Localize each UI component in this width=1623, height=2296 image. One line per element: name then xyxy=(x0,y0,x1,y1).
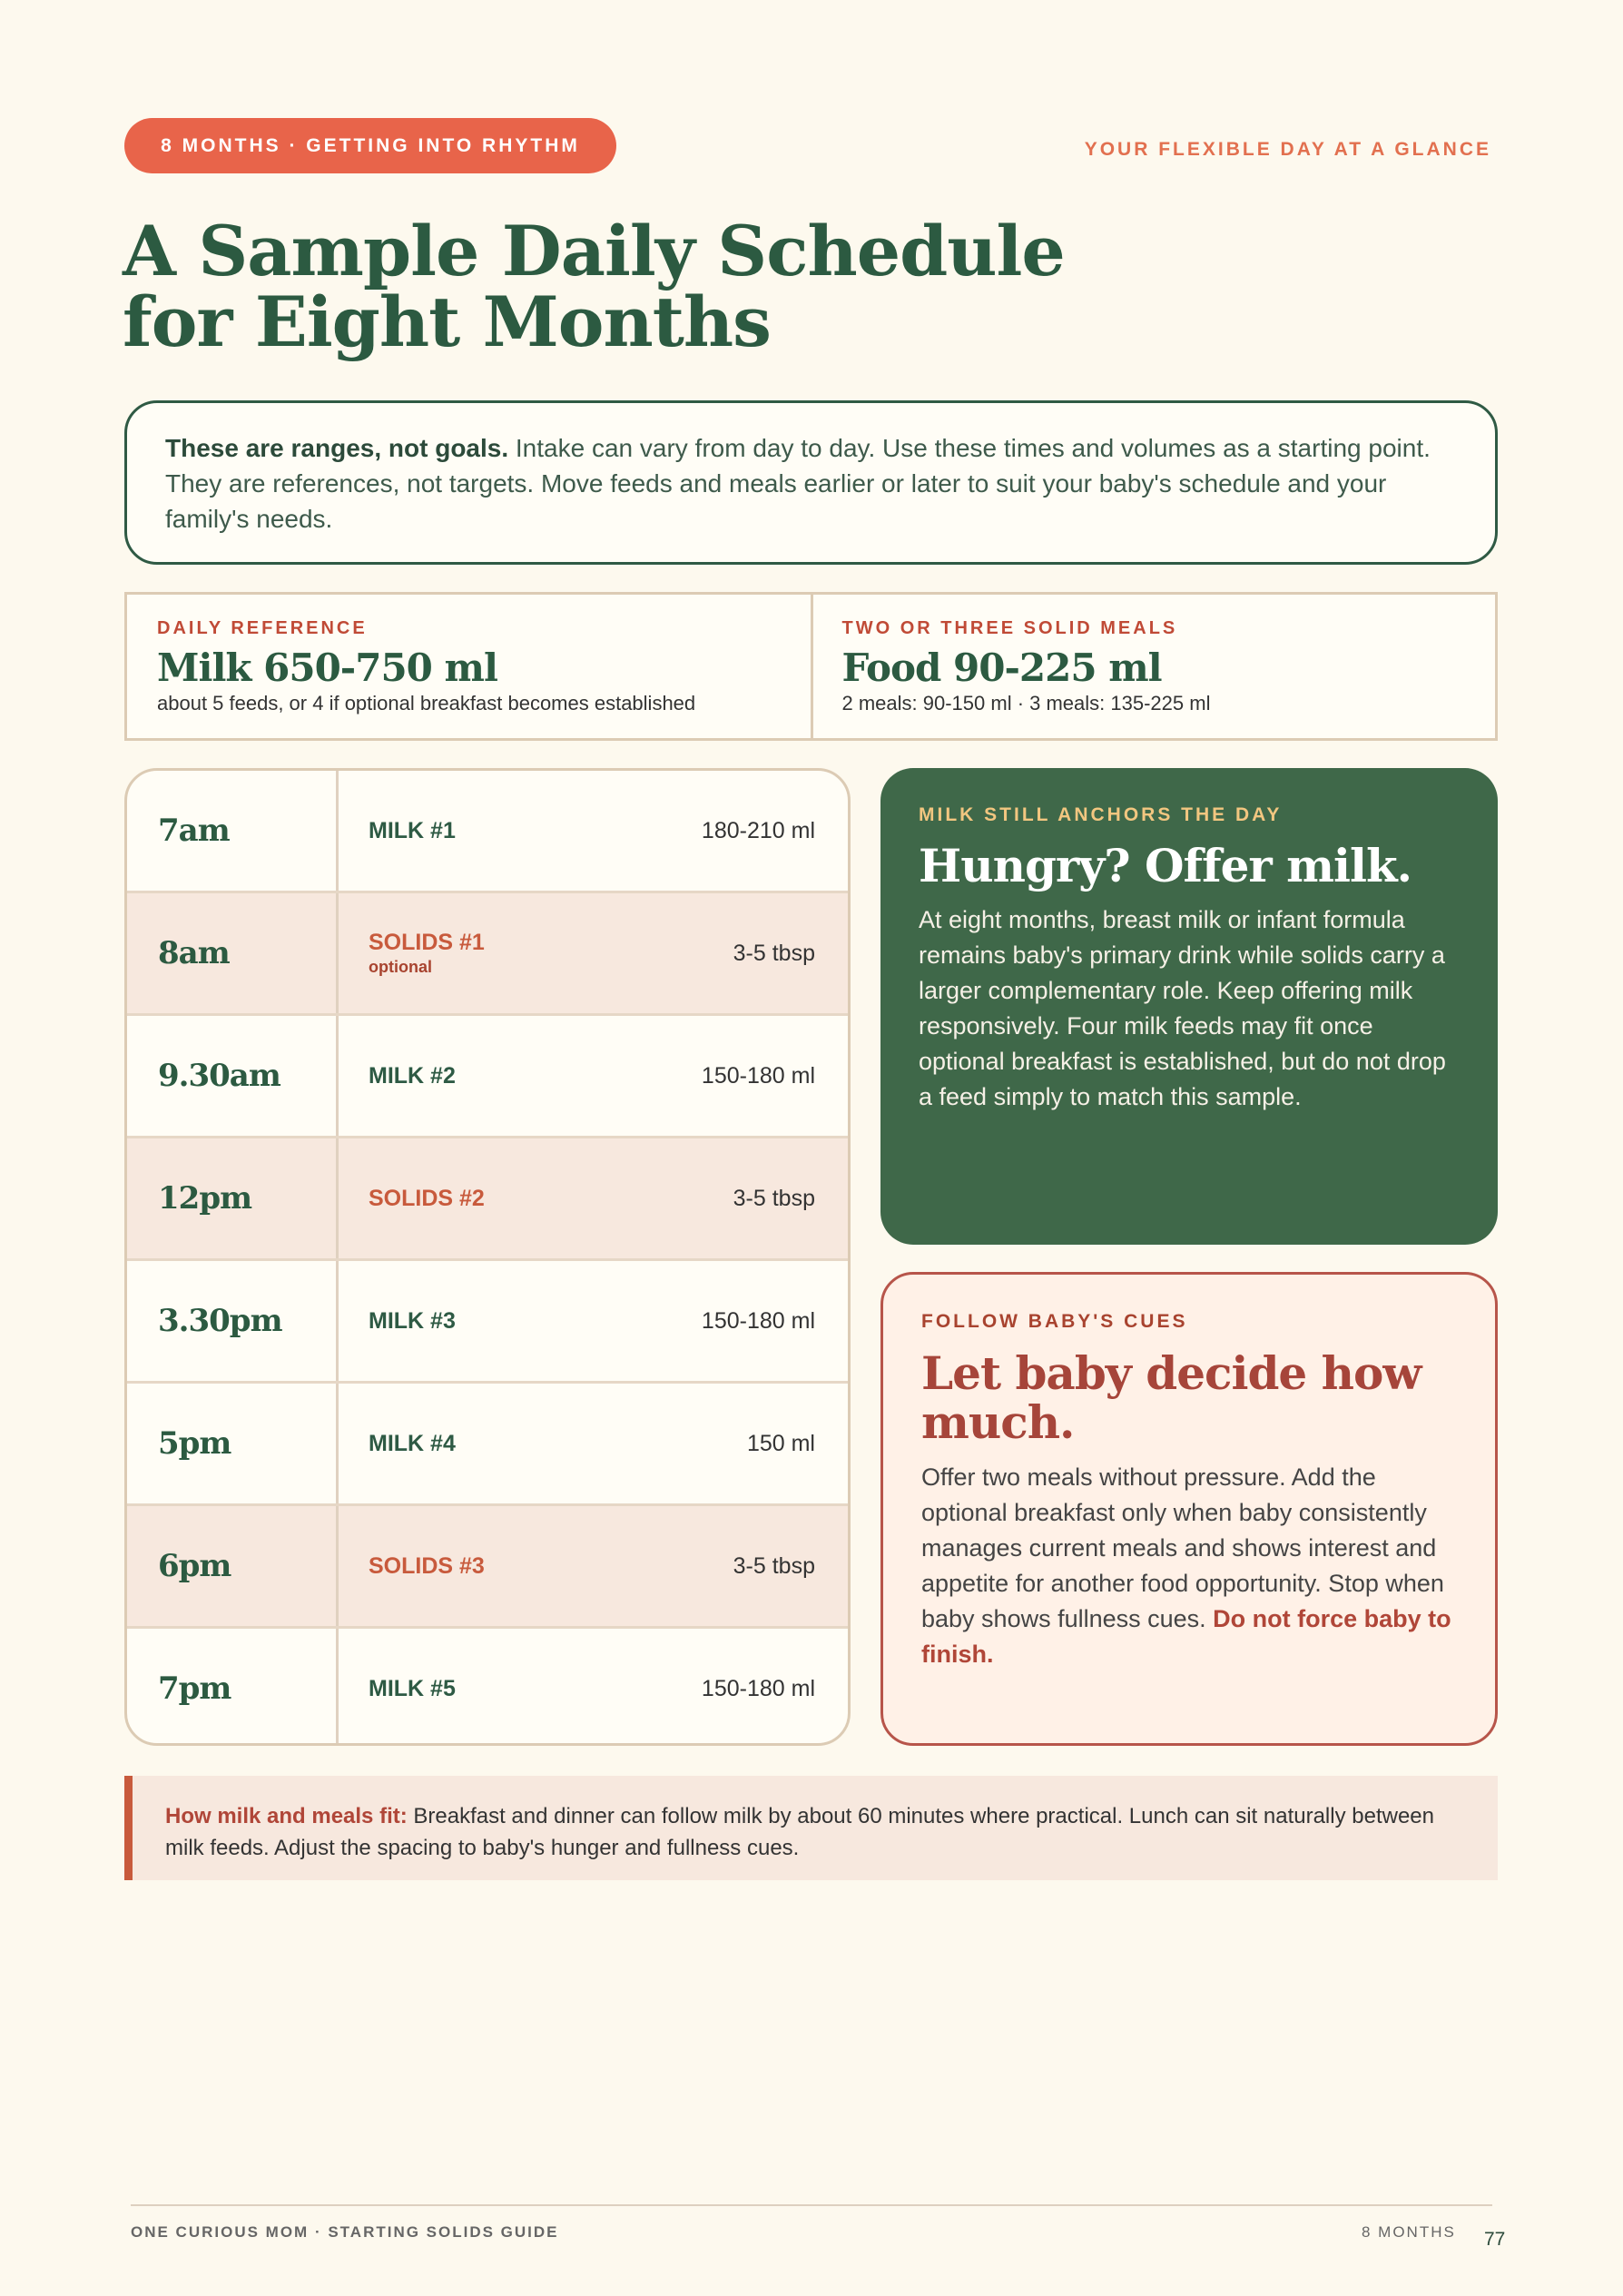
schedule-amount: 3-5 tbsp xyxy=(733,940,815,966)
schedule-amount: 150-180 ml xyxy=(701,1675,815,1701)
schedule-item-name: MILK #4 xyxy=(369,1430,456,1456)
schedule-row xyxy=(127,1381,848,1503)
schedule-item-name: MILK #2 xyxy=(369,1062,456,1089)
schedule-amount: 150-180 ml xyxy=(701,1307,815,1334)
schedule-item-name: SOLIDS #3 xyxy=(369,1552,485,1579)
schedule-amount: 180-210 ml xyxy=(701,817,815,843)
footer-section: 8 MONTHS xyxy=(1362,2223,1456,2241)
intro-text: Intake can vary from day to day. Use these times and volumes as a starting point. They are references, not targets. Move feeds and meals earlier or later to suit your baby's schedule and your family's needs. xyxy=(165,434,1431,533)
reference-label: DAILY REFERENCE xyxy=(157,618,368,638)
schedule-item-name: MILK #1 xyxy=(369,817,456,843)
schedule-amount: 150-180 ml xyxy=(701,1062,815,1089)
card-heading: Let baby decide how much. xyxy=(921,1346,1421,1449)
page-title-line-1: A Sample Daily Schedule xyxy=(123,211,1065,291)
schedule-row xyxy=(127,1013,848,1136)
card-body xyxy=(921,1460,1457,1672)
card-body: At eight months, breast milk or infant formula remains baby's primary drink while solids carry a larger complementary role. Keep offering milk responsively. Four milk feeds may fit once optional breakfast is established, but do not drop a feed simply to match this sample. xyxy=(919,906,1446,1110)
schedule-row xyxy=(127,1503,848,1626)
page-number: 77 xyxy=(1484,2229,1506,2250)
schedule-item xyxy=(339,1431,747,1457)
schedule-amount: 3-5 tbsp xyxy=(733,1552,815,1579)
daily-reference-bar xyxy=(124,592,1498,741)
schedule-time: 9.30am xyxy=(127,1016,339,1136)
callout-bold: How milk and meals fit: xyxy=(165,1804,408,1828)
schedule-time: 12pm xyxy=(127,1138,339,1258)
schedule-amount: 3-5 tbsp xyxy=(733,1185,815,1211)
reference-note: 2 meals: 90-150 ml · 3 meals: 135-225 ml xyxy=(841,692,1211,714)
schedule-table xyxy=(124,768,851,1746)
footer-divider xyxy=(131,2204,1492,2206)
callout-text: Breakfast and dinner can follow milk by about 60 minutes where practical. Lunch can sit naturally between milk feeds. Adjust the spacing to baby's hunger and fullness cues. xyxy=(165,1804,1434,1860)
section-pill: 8 MONTHS · GETTING INTO RHYTHM xyxy=(124,118,616,173)
schedule-time: 7am xyxy=(127,771,339,891)
schedule-row xyxy=(127,891,848,1013)
reference-food xyxy=(811,595,1496,738)
schedule-time: 6pm xyxy=(127,1506,339,1626)
schedule-item-name: MILK #3 xyxy=(369,1307,456,1334)
schedule-time: 8am xyxy=(127,893,339,1013)
schedule-time: 7pm xyxy=(127,1629,339,1746)
schedule-item xyxy=(339,818,702,844)
schedule-item-note: optional xyxy=(369,958,432,976)
schedule-item xyxy=(339,1186,733,1212)
schedule-item xyxy=(339,1308,702,1335)
intro-box xyxy=(124,400,1498,565)
baby-cues-card xyxy=(880,1272,1498,1746)
page-title-line-2: for Eight Months xyxy=(123,281,771,362)
schedule-item xyxy=(339,930,733,977)
schedule-row xyxy=(127,1258,848,1381)
schedule-time: 5pm xyxy=(127,1384,339,1503)
reference-milk xyxy=(127,595,811,738)
schedule-time: 3.30pm xyxy=(127,1261,339,1381)
schedule-row xyxy=(127,1626,848,1746)
schedule-item xyxy=(339,1676,702,1702)
milk-meals-callout xyxy=(124,1776,1498,1880)
schedule-amount: 150 ml xyxy=(746,1430,815,1456)
schedule-item xyxy=(339,1063,702,1089)
schedule-item-name: SOLIDS #1 xyxy=(369,930,485,955)
schedule-row xyxy=(127,771,848,891)
page-title xyxy=(123,211,1212,362)
reference-value: Food 90-225 ml xyxy=(841,645,1162,690)
schedule-row xyxy=(127,1136,848,1258)
card-body-emphasis: Do not force baby to finish. xyxy=(921,1605,1451,1668)
header-kicker: YOUR FLEXIBLE DAY AT A GLANCE xyxy=(1084,139,1491,160)
reference-note: about 5 feeds, or 4 if optional breakfast becomes established xyxy=(157,692,696,714)
card-heading: Hungry? Offer milk. xyxy=(919,839,1412,892)
reference-label: TWO OR THREE SOLID MEALS xyxy=(841,618,1178,638)
card-label: FOLLOW BABY'S CUES xyxy=(921,1311,1188,1332)
footer-guide-title: ONE CURIOUS MOM · STARTING SOLIDS GUIDE xyxy=(131,2223,559,2241)
schedule-item xyxy=(339,1553,733,1580)
milk-anchors-card xyxy=(880,768,1498,1245)
intro-bold: These are ranges, not goals. xyxy=(165,434,509,462)
schedule-item-name: MILK #5 xyxy=(369,1675,456,1701)
schedule-item-name: SOLIDS #2 xyxy=(369,1185,485,1211)
card-body-text: Offer two meals without pressure. Add the optional breakfast only when baby consistently manages current meals and shows interest and appetite for another food opportunity. Stop when baby shows fullness cues. xyxy=(921,1463,1444,1632)
reference-value: Milk 650-750 ml xyxy=(157,645,497,690)
card-label: MILK STILL ANCHORS THE DAY xyxy=(919,804,1283,825)
